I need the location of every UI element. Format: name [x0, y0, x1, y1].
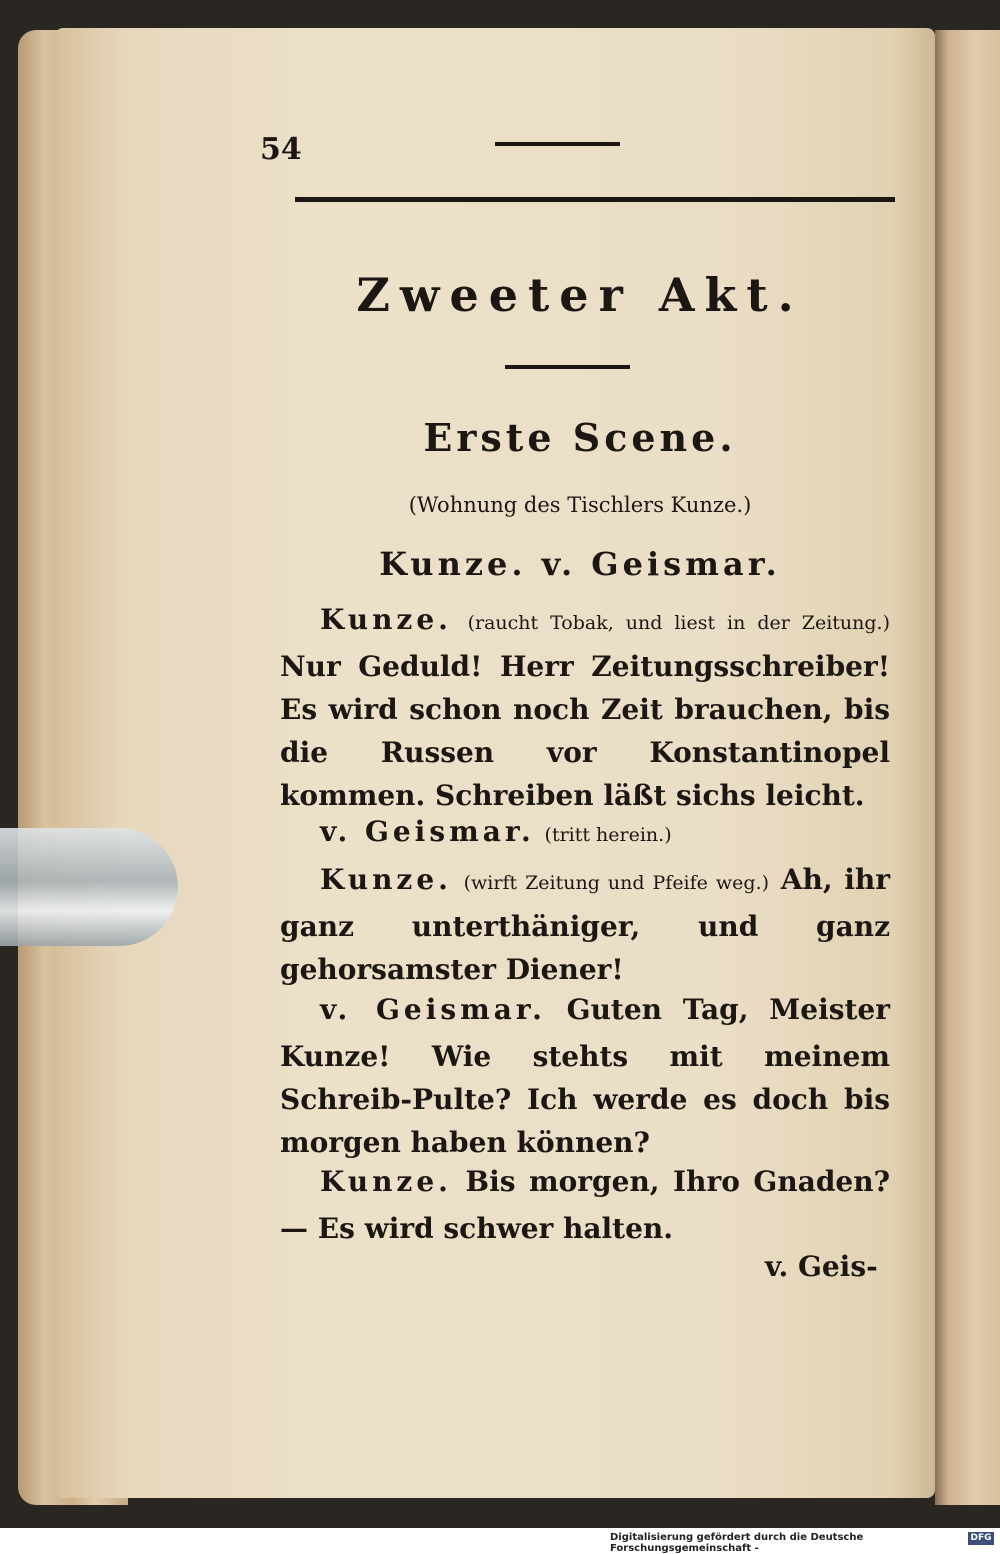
dfg-logo: DFG	[968, 1532, 994, 1545]
act-divider	[505, 365, 630, 369]
page-text	[260, 120, 900, 1320]
header-dash	[495, 142, 620, 146]
speaker-name: v. Geismar.	[320, 993, 546, 1026]
speaker-name: Kunze.	[320, 1165, 452, 1198]
footer-credit: Digitalisierung gefördert durch die Deutsche Forschungsgemeinschaft -	[610, 1532, 864, 1554]
dialogue-text: Nur Geduld! Herr Zeitungsschreiber! Es wird schon noch Zeit brauchen, bis die Russen vor Konstantinopel kommen. Schreiben läßt sichs leicht.	[280, 650, 890, 812]
stage-direction: (wirft Zeitung und Pfeife weg.)	[463, 872, 770, 894]
speaker-name: Kunze.	[320, 863, 452, 896]
act-title: Zweeter Akt.	[356, 268, 804, 322]
page-number: 54	[260, 132, 302, 167]
dialogue-text: Ah, ihr ganz unterthäniger, und ganz gehorsamster Diener!	[280, 863, 891, 986]
page-clip	[0, 828, 178, 946]
stage-direction: (tritt herein.)	[544, 824, 672, 846]
paragraph-2	[280, 810, 890, 857]
paragraph-5	[280, 1160, 890, 1250]
scene-setting: (Wohnung des Tischlers Kunze.)	[408, 493, 752, 517]
scene-title: Erste Scene.	[423, 415, 737, 460]
header-rule	[295, 197, 895, 202]
paragraph-4	[280, 988, 890, 1164]
dialogue-text: Bis morgen, Ihro Gnaden? — Es wird schwer halten.	[280, 1165, 890, 1245]
stage-direction: (raucht Tobak, und liest in der Zeitung.)	[467, 612, 891, 634]
paragraph-3	[280, 858, 890, 991]
catchword: v. Geis-	[765, 1250, 878, 1283]
character-list: Kunze. v. Geismar.	[379, 545, 781, 583]
speaker-name: v. Geismar.	[320, 815, 535, 848]
speaker-name: Kunze.	[320, 603, 452, 636]
facing-page	[935, 30, 1000, 1505]
paragraph-1	[280, 598, 890, 817]
dialogue-text: Guten Tag, Meister Kunze! Wie stehts mit meinem Schreib-Pulte? Ich werde es doch bis morgen haben können?	[280, 993, 890, 1159]
